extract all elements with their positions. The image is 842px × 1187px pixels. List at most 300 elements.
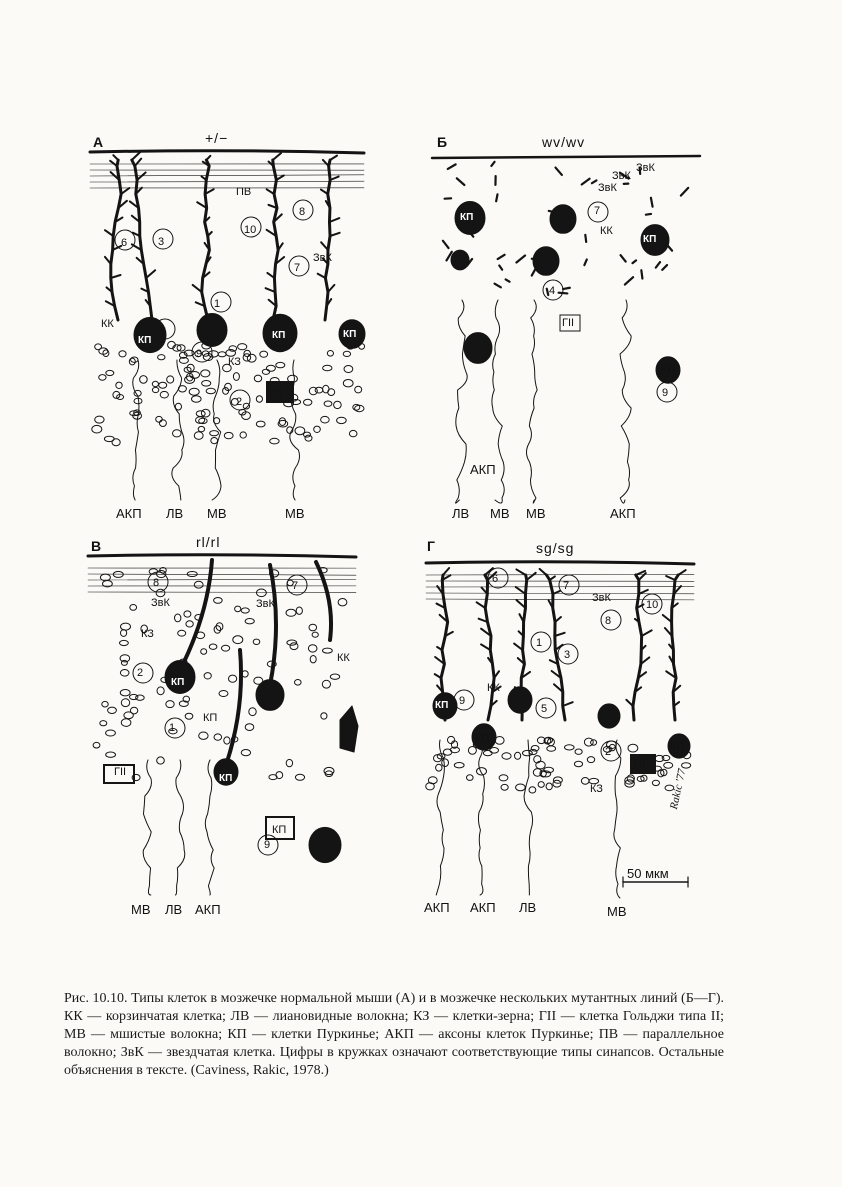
- panel-a-bottom-label: МВ: [285, 506, 305, 521]
- granule-cell: [538, 782, 544, 788]
- granule-cell: [120, 640, 129, 645]
- granule-cell: [158, 355, 165, 360]
- purkinje-cell-body: [598, 704, 620, 728]
- synapse-number: 6: [121, 237, 128, 249]
- thorny-branch: [584, 259, 586, 265]
- granule-cell: [312, 632, 318, 637]
- thorny-branch: [656, 262, 660, 268]
- purkinje-cell-body: [508, 687, 532, 713]
- granule-cell: [95, 416, 104, 423]
- granule-cell: [266, 365, 275, 371]
- thorny-branch: [457, 178, 465, 185]
- granule-cell: [131, 357, 138, 362]
- fiber: [456, 300, 468, 503]
- synapse-number: 6: [492, 573, 499, 585]
- granule-cell: [238, 344, 247, 350]
- granule-cell: [240, 432, 246, 438]
- cell-label: ПВ: [236, 186, 252, 198]
- purkinje-dendrite-spine: [121, 188, 129, 194]
- scale-bar-label: 50 мкм: [627, 866, 669, 881]
- granule-cell: [229, 346, 237, 352]
- purkinje-dendrite-spine: [206, 156, 210, 160]
- granule-cell: [130, 605, 137, 611]
- granule-cell: [159, 382, 167, 388]
- granule-cell: [516, 784, 526, 791]
- granule-cell: [276, 362, 285, 367]
- granule-cell: [160, 391, 168, 398]
- synapse-number: 1: [536, 637, 543, 649]
- fiber: [175, 760, 184, 895]
- purkinje-dendrite: [633, 575, 642, 720]
- panel-a-pia-surface-parallel-fiber: [90, 181, 364, 182]
- granule-cell: [156, 416, 163, 422]
- granule-cell: [309, 387, 317, 395]
- granule-cell: [106, 730, 116, 736]
- thorny-branch: [651, 198, 653, 207]
- synapse-number: 8: [153, 577, 160, 589]
- granule-cell: [256, 421, 265, 427]
- thorny-branch: [448, 164, 456, 169]
- synapse-number: 3: [158, 236, 165, 248]
- cell-label: КП: [219, 773, 233, 784]
- panel-g-bottom-label: МВ: [607, 904, 627, 919]
- purkinje-dendrite: [325, 160, 330, 320]
- cell-label: КП: [435, 700, 449, 711]
- granule-cell: [253, 639, 260, 644]
- synapse-number: 9: [662, 387, 669, 399]
- panel-b-pia-surface: [432, 156, 700, 158]
- granule-cell: [343, 380, 353, 387]
- fiber: [133, 360, 139, 500]
- granule-cell: [100, 721, 107, 726]
- purkinje-dendrite-spine: [321, 242, 328, 250]
- synapse-number: 2: [236, 396, 243, 408]
- granule-cell: [210, 431, 219, 436]
- granule-cell: [305, 435, 312, 441]
- granule-cell: [428, 777, 437, 784]
- purkinje-cell-body: [451, 250, 469, 270]
- granule-cell: [224, 432, 233, 438]
- granule-cell: [209, 644, 217, 649]
- synapse-number: 5: [160, 326, 167, 338]
- granule-cell: [204, 673, 211, 679]
- granule-cell: [185, 376, 195, 383]
- cell-fragment: [340, 706, 358, 752]
- granule-cell: [99, 375, 106, 381]
- granule-cell: [157, 687, 164, 695]
- granule-cell: [279, 418, 285, 426]
- granule-cell: [330, 674, 339, 679]
- cell-label: ЗвК: [612, 170, 631, 182]
- granule-cell: [454, 763, 464, 768]
- panel-b-bottom-label: МВ: [526, 506, 546, 521]
- granule-cell: [309, 624, 317, 631]
- granule-cell: [112, 439, 120, 446]
- granule-cell: [546, 783, 552, 790]
- thorny-branch: [532, 268, 536, 275]
- granule-cell: [233, 373, 239, 381]
- granule-cell: [186, 621, 193, 627]
- fiber: [478, 740, 484, 895]
- fiber: [212, 360, 221, 500]
- granule-cell: [229, 675, 237, 682]
- granule-cell: [468, 747, 476, 755]
- synapse-number: 9: [264, 839, 271, 851]
- granule-cell: [581, 778, 589, 785]
- cell-label: АКП: [470, 462, 496, 477]
- granule-cell: [664, 762, 673, 768]
- granule-cell: [245, 619, 254, 624]
- cell-label: КП: [272, 330, 286, 341]
- cell-label: КП: [460, 212, 474, 223]
- granule-cell: [202, 381, 211, 387]
- cell-label: КК: [337, 652, 350, 664]
- purkinje-dendrite-spine: [516, 587, 526, 594]
- synapse-number: 2: [137, 667, 144, 679]
- synapse-number: 7: [594, 205, 601, 217]
- thorny-branch: [506, 279, 510, 281]
- cell-label: ЗвК: [256, 598, 275, 610]
- thorny-branch: [498, 255, 505, 259]
- cell-label: КП: [670, 741, 685, 753]
- purkinje-dendrite-spine: [105, 230, 113, 236]
- granule-cell: [256, 396, 262, 402]
- granule-cell: [199, 732, 208, 739]
- cell-label: ГII: [270, 387, 283, 399]
- granule-cell: [124, 712, 133, 719]
- granule-cell: [314, 426, 321, 432]
- granule-cell: [296, 607, 302, 614]
- granule-cell: [574, 761, 582, 766]
- granule-cell: [196, 411, 205, 417]
- granule-cell: [93, 742, 100, 748]
- granule-cell: [121, 719, 131, 727]
- synapse-number: 2: [605, 746, 612, 758]
- fiber: [614, 740, 621, 898]
- thorny-branch: [563, 288, 570, 289]
- cell-label: КП: [203, 712, 218, 724]
- panel-v-pia-surface-parallel-fiber: [88, 579, 356, 580]
- granule-cell: [249, 708, 256, 716]
- purkinje-dendrite-spine: [330, 156, 337, 160]
- purkinje-dendrite-spine: [135, 159, 141, 166]
- granule-cell: [254, 375, 261, 382]
- purkinje-dendrite-spine: [328, 285, 334, 292]
- cell-label: ЗвК: [598, 182, 617, 194]
- thorny-branch: [585, 235, 586, 242]
- granule-cell: [152, 387, 158, 392]
- purkinje-dendrite-spine: [477, 602, 486, 608]
- fiber: [524, 740, 533, 895]
- panel-b-letter: Б: [437, 134, 448, 150]
- panel-v-pia-surface-parallel-fiber: [88, 574, 356, 575]
- granule-cell: [196, 417, 205, 424]
- granule-cell: [628, 744, 638, 752]
- granule-cell: [184, 611, 191, 617]
- purkinje-dendrite: [226, 650, 241, 765]
- granule-cell: [483, 751, 492, 756]
- purkinje-dendrite-spine: [330, 233, 340, 236]
- granule-cell: [214, 598, 223, 604]
- panel-a-pia-surface-parallel-fiber: [90, 175, 364, 176]
- granule-cell: [323, 648, 333, 653]
- panel-g-bottom-label: АКП: [424, 900, 450, 915]
- granule-cell: [189, 388, 199, 395]
- thorny-branch: [532, 259, 539, 260]
- granule-cell: [321, 713, 327, 719]
- panel-v-bottom-label: МВ: [131, 902, 151, 917]
- cell-label: КП: [171, 677, 185, 688]
- granule-cell: [108, 707, 117, 713]
- purkinje-dendrite: [202, 160, 210, 320]
- granule-cell: [529, 749, 537, 754]
- thorny-branch: [662, 265, 667, 270]
- granule-cell: [219, 691, 228, 697]
- fiber: [205, 760, 214, 895]
- granule-cell: [343, 351, 350, 356]
- figure-caption: [64, 990, 724, 1080]
- granule-cell: [515, 752, 521, 759]
- granule-cell: [523, 750, 533, 755]
- cell-label: КП: [475, 733, 490, 745]
- cell-label: ЗвК: [636, 162, 655, 174]
- panel-v-pia-surface: [88, 555, 356, 557]
- purkinje-dendrite-spine: [110, 161, 117, 166]
- synapse-number: 1: [169, 722, 176, 734]
- granule-cell: [322, 680, 330, 688]
- cell-label: ЗвК: [313, 252, 332, 264]
- granule-cell: [682, 763, 691, 768]
- granule-cell: [349, 430, 357, 436]
- synapse-number: 7: [292, 580, 299, 592]
- thorny-branch: [555, 168, 561, 175]
- purkinje-dendrite-spine: [540, 569, 547, 575]
- fiber: [526, 300, 537, 503]
- granule-cell: [286, 759, 292, 766]
- panel-g-bottom-label: ЛВ: [519, 900, 537, 915]
- granule-cell: [547, 746, 556, 751]
- synapse-number: 9: [196, 348, 203, 360]
- granule-cell: [442, 759, 449, 767]
- purkinje-dendrite-spine: [132, 152, 140, 160]
- granule-cell: [211, 438, 218, 444]
- cell-label: КП: [343, 329, 357, 340]
- granule-cell: [308, 645, 317, 652]
- granule-cell: [121, 623, 131, 630]
- cell-label: КЗ: [590, 783, 603, 795]
- caption-text: Рис. 10.10. Типы клеток в мозжечке нормальной мыши (А) и в мозжечке нескольких мутантных линий (Б—Г). КК — корзинчатая клетка; ЛВ — лиановидные волокна; КЗ — клетки-зерна; ГII — клетка Гольджи типа II; МВ — мшистые волокна; КП — клетки Пуркинье; АКП — аксоны клеток Пуркинье; ПВ — параллельное волокно; ЗвК — звездчатая клетка. Цифры в кружках означают соответствующие типы синапсов. Остальные объяснения в тексте. (Caviness, Rakic, 1978.): [64, 991, 724, 1078]
- granule-cell: [310, 656, 316, 663]
- granule-cell: [295, 774, 304, 780]
- synapse-number: 8: [299, 206, 306, 218]
- purkinje-dendrite-spine: [516, 569, 525, 575]
- purkinje-dendrite: [316, 562, 331, 640]
- granule-cell: [337, 417, 347, 423]
- granule-cell: [286, 609, 296, 616]
- panel-b-genotype: wv/wv: [542, 134, 586, 150]
- granule-cell: [198, 426, 204, 431]
- panel-v-genotype: rl/rl: [196, 534, 221, 550]
- thorny-branch: [625, 277, 633, 284]
- synapse-number: 1: [214, 298, 221, 310]
- panel-a-pia-surface: [90, 151, 364, 153]
- granule-cell: [106, 370, 114, 375]
- granule-cell: [575, 749, 582, 754]
- panel-g-pia-surface: [426, 562, 694, 564]
- granule-cell: [120, 670, 129, 677]
- purkinje-dendrite-spine: [137, 172, 146, 180]
- granule-cell: [321, 416, 330, 423]
- granule-cell: [448, 736, 455, 743]
- cell-label: ЗвК: [151, 597, 170, 609]
- granule-cell: [192, 396, 202, 403]
- granule-cell: [587, 757, 594, 763]
- purkinje-dendrite-spine: [113, 155, 118, 160]
- granule-cell: [120, 690, 130, 696]
- granule-cell: [344, 366, 353, 373]
- synapse-number: 5: [541, 703, 548, 715]
- granule-cell: [353, 404, 360, 410]
- granule-cell: [190, 372, 200, 379]
- cell-label: КП: [138, 335, 152, 346]
- granule-cell: [175, 614, 181, 622]
- granule-cell: [235, 606, 241, 612]
- granule-cell: [206, 388, 215, 393]
- cell-label: КП: [643, 234, 657, 245]
- granule-cell: [295, 680, 302, 686]
- purkinje-dendrite-spine: [323, 160, 329, 166]
- granule-cell: [536, 761, 545, 769]
- granule-cell: [102, 701, 108, 707]
- panel-b-bottom-label: МВ: [490, 506, 510, 521]
- fiber: [436, 740, 444, 895]
- purkinje-dendrite: [111, 160, 121, 320]
- panel-v-bottom-label: ЛВ: [165, 902, 183, 917]
- panel-a-bottom-label: МВ: [207, 506, 227, 521]
- granule-cell: [233, 636, 243, 644]
- granule-cell: [140, 376, 148, 384]
- granule-cell: [436, 764, 442, 771]
- granule-cell: [116, 382, 122, 388]
- granule-cell: [121, 699, 129, 707]
- granule-cell: [95, 344, 102, 350]
- thorny-branch: [633, 260, 637, 263]
- thorny-branch: [495, 284, 501, 288]
- granule-cell: [241, 750, 250, 756]
- granule-cell: [270, 438, 279, 444]
- thorny-branch: [582, 179, 590, 185]
- panel-a-bottom-label: АКП: [116, 506, 142, 521]
- granule-cell: [502, 753, 511, 759]
- granule-cell: [173, 430, 182, 437]
- granule-cell: [201, 649, 207, 655]
- panel-g-bottom-label: АКП: [470, 900, 496, 915]
- synapse-number: 9: [459, 695, 466, 707]
- purkinje-dendrite-spine: [550, 576, 555, 580]
- thorny-branch: [549, 211, 556, 212]
- granule-cell: [218, 352, 226, 357]
- cell-label: КП: [272, 824, 287, 836]
- panel-a-genotype: +/−: [205, 130, 229, 146]
- granule-cell: [262, 369, 269, 374]
- granule-cell: [304, 399, 312, 405]
- purkinje-dendrite-spine: [666, 576, 675, 580]
- granule-cell: [159, 420, 166, 427]
- granule-cell: [327, 351, 333, 357]
- granule-cell: [584, 738, 593, 746]
- granule-cell: [290, 643, 298, 650]
- thorny-branch: [443, 241, 449, 248]
- panel-b-bottom-label: АКП: [610, 506, 636, 521]
- cell-label: КЗ: [228, 356, 241, 368]
- granule-cell: [529, 787, 536, 793]
- purkinje-dendrite-spine: [276, 176, 283, 180]
- thorny-branch: [491, 162, 494, 166]
- granule-cell: [652, 780, 659, 785]
- purkinje-cell-body: [464, 333, 492, 364]
- granule-cell: [245, 724, 254, 731]
- cell-label: КК: [487, 682, 500, 694]
- synapse-number: 3: [564, 649, 571, 661]
- granule-cell: [334, 401, 342, 408]
- purkinje-dendrite-spine: [527, 573, 536, 580]
- synapse-number: 10: [244, 224, 257, 236]
- purkinje-dendrite-spine: [481, 644, 490, 650]
- granule-cell: [106, 752, 116, 757]
- thorny-branch: [646, 214, 651, 215]
- purkinje-dendrite-spine: [273, 153, 281, 160]
- purkinje-cell-body: [550, 205, 576, 234]
- purkinje-dendrite-spine: [642, 630, 652, 636]
- thorny-branch: [496, 194, 497, 201]
- granule-cell: [187, 572, 197, 577]
- panel-b-bottom-label: ЛВ: [452, 506, 470, 521]
- purkinje-cell-body: [309, 827, 341, 862]
- granule-cell: [119, 351, 126, 357]
- purkinje-cell-body: [533, 247, 559, 276]
- granule-cell: [355, 386, 362, 393]
- synapse-number: 10: [646, 599, 659, 611]
- thorny-branch: [641, 270, 642, 278]
- thorny-branch: [516, 256, 525, 263]
- thorny-branch: [592, 180, 597, 183]
- granule-cell: [323, 365, 332, 371]
- granule-cell: [324, 401, 332, 406]
- fiber: [620, 300, 631, 503]
- cell-label: КК: [600, 225, 613, 237]
- synapse-number: 7: [294, 262, 301, 274]
- panel-v-bottom-label: АКП: [195, 902, 221, 917]
- cell-label: ЗвК: [592, 592, 611, 604]
- granule-cell: [304, 432, 311, 437]
- panel-a-letter: А: [93, 134, 104, 150]
- purkinje-dendrite-spine: [193, 285, 202, 292]
- granule-cell: [214, 734, 222, 740]
- thorny-branch: [681, 188, 688, 196]
- panel-v-letter: В: [91, 538, 102, 554]
- granule-cell: [224, 737, 230, 744]
- thorny-branch: [621, 255, 626, 261]
- fiber: [143, 760, 151, 895]
- synapse-number: 4: [549, 285, 556, 297]
- granule-cell: [157, 757, 165, 764]
- granule-cell: [467, 775, 474, 781]
- granule-cell: [194, 581, 203, 588]
- purkinje-dendrite-spine: [443, 568, 449, 575]
- cell-label: КП: [661, 364, 676, 376]
- purkinje-dendrite-spine: [318, 274, 326, 278]
- granule-cell: [662, 755, 670, 760]
